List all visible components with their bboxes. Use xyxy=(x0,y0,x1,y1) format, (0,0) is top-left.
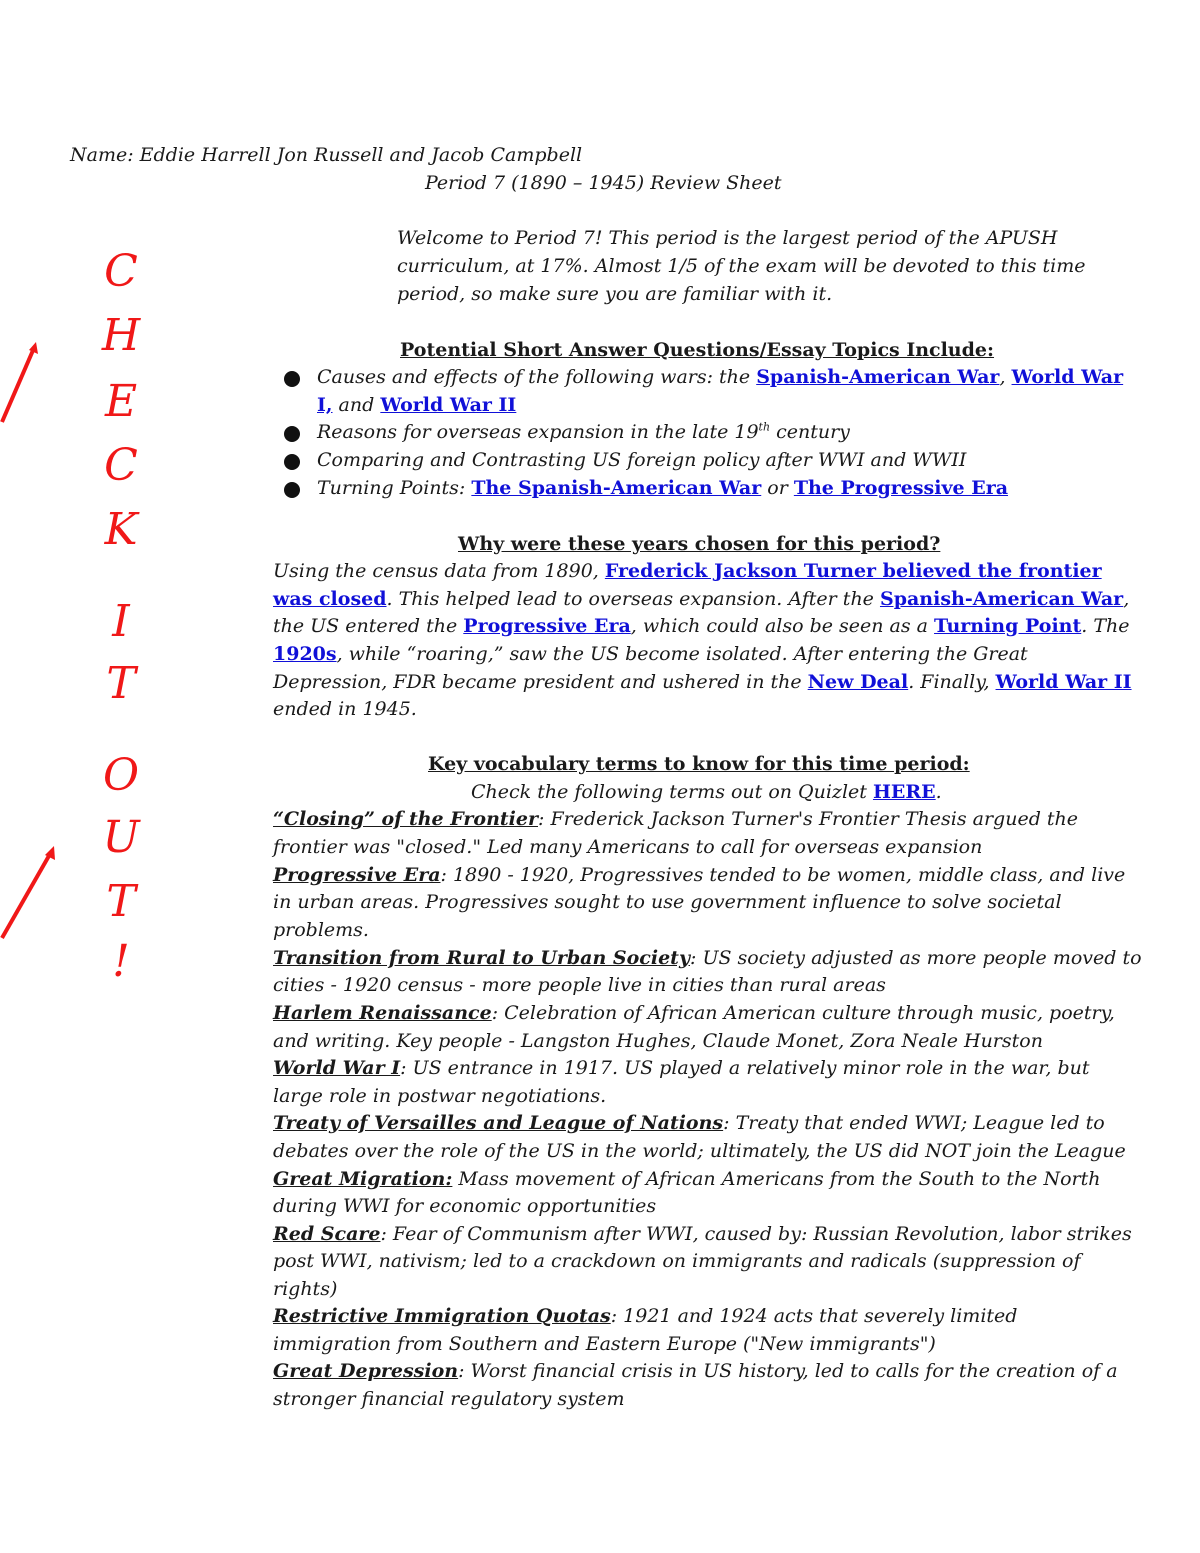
vocab-definition: post WWI, nativism; led to a crackdown on immigrants and radicals (suppression of xyxy=(273,1250,1081,1272)
vocab-entry xyxy=(273,806,1078,834)
vocab-term: Great Depression xyxy=(273,1360,459,1382)
vocab-definition: : 1921 and 1924 acts that severely limited xyxy=(610,1305,1018,1327)
sidebar-letter: C xyxy=(104,440,138,491)
intro-line: period, so make sure you are familiar with it. xyxy=(397,283,833,305)
vocab-definition: rights) xyxy=(273,1278,338,1300)
vocab-definition: stronger financial regulatory system xyxy=(273,1388,625,1410)
why-line: ended in 1945. xyxy=(273,698,417,720)
intro-line: curriculum, at 17%. Almost 1/5 of the exam will be devoted to this time xyxy=(397,255,1086,277)
why-line xyxy=(273,641,1028,669)
bullet-icon xyxy=(284,454,300,470)
why-heading: Why were these years chosen for this period? xyxy=(458,533,941,555)
vocab-definition: immigration from Southern and Eastern Europe ("New immigrants") xyxy=(273,1333,936,1355)
vocab-term: Transition from Rural to Urban Society xyxy=(273,947,690,969)
topic-text: Turning Points: xyxy=(317,477,472,499)
vocab-definition: and writing. Key people - Langston Hughes, Claude Monet, Zora Neale Hurston xyxy=(273,1030,1043,1052)
vocab-definition: : US society adjusted as more people moved to xyxy=(690,947,1142,969)
quizlet-here-link[interactable]: HERE xyxy=(872,781,936,803)
vocab-term: Harlem Renaissance xyxy=(273,1002,492,1024)
topic-text: Causes and effects of the following wars: the xyxy=(317,366,757,388)
vocab-term: “Closing” of the Frontier xyxy=(273,808,538,830)
vocab-entry xyxy=(273,1358,1118,1386)
vocab-entry xyxy=(273,945,1142,973)
world-war-i-link-cont[interactable]: I, xyxy=(317,394,333,416)
quizlet-line xyxy=(471,779,942,807)
topic-text: Reasons for overseas expansion in the late 19 xyxy=(317,421,759,443)
vocab-term: Great Migration: xyxy=(273,1168,453,1190)
turner-frontier-link-cont[interactable]: was closed xyxy=(273,588,387,610)
vocab-entry xyxy=(273,1221,1132,1249)
vocab-term: Restrictive Immigration Quotas xyxy=(273,1305,611,1327)
vocab-definition: : Frederick Jackson Turner's Frontier Thesis argued the xyxy=(538,808,1079,830)
vocab-entry xyxy=(273,1000,1115,1028)
sidebar-letter: C xyxy=(104,246,138,297)
vocab-definition: cities - 1920 census - more people live in cities than rural areas xyxy=(273,974,886,996)
vocab-definition: Mass movement of African Americans from the South to the North xyxy=(452,1168,1101,1190)
vocab-entry xyxy=(273,1110,1105,1138)
topic-text: and xyxy=(332,394,381,416)
1920s-link[interactable]: 1920s xyxy=(273,643,337,665)
new-deal-link[interactable]: New Deal xyxy=(807,671,909,693)
vocab-term: Red Scare xyxy=(273,1223,381,1245)
sidebar-letter: ! xyxy=(112,936,130,987)
vocab-term: Treaty of Versailles and League of Nations xyxy=(273,1112,724,1134)
sidebar-letter: T xyxy=(106,876,136,927)
vocab-definition: frontier was "closed." Led many Americans to call for overseas expansion xyxy=(273,836,983,858)
vocab-definition: : Worst financial crisis in US history, led to calls for the creation of a xyxy=(458,1360,1118,1382)
why-text: , xyxy=(1123,588,1130,610)
vocab-definition: problems. xyxy=(273,919,369,941)
sidebar-letter: H xyxy=(101,310,141,361)
bullet-icon xyxy=(284,426,300,442)
spanish-american-war-link[interactable]: Spanish-American War xyxy=(879,588,1124,610)
sidebar-letter: U xyxy=(102,812,140,863)
spanish-american-war-turning-point-link[interactable]: The Spanish-American War xyxy=(471,477,762,499)
turning-point-link[interactable]: Turning Point xyxy=(934,615,1082,637)
sheet-title: Period 7 (1890 – 1945) Review Sheet xyxy=(425,172,782,194)
topic-text: or xyxy=(761,477,794,499)
why-line xyxy=(273,558,1102,586)
progressive-era-link[interactable]: Progressive Era xyxy=(463,615,631,637)
topic-item xyxy=(317,475,1008,503)
sidebar-letter: K xyxy=(104,504,138,555)
vocab-definition: debates over the role of the US in the world; ultimately, the US did NOT join the League xyxy=(273,1140,1126,1162)
sidebar-letter: O xyxy=(102,750,140,801)
world-war-ii-link[interactable]: World War II xyxy=(995,671,1132,693)
vocab-definition: during WWI for economic opportunities xyxy=(273,1195,657,1217)
turner-frontier-link[interactable]: Frederick Jackson Turner believed the frontier xyxy=(604,560,1102,582)
why-text: . Finally, xyxy=(908,671,996,693)
why-text: , which could also be seen as a xyxy=(630,615,935,637)
topics-heading: Potential Short Answer Questions/Essay Topics Include: xyxy=(400,339,995,361)
vocab-entry xyxy=(273,1166,1101,1194)
sidebar-letter: T xyxy=(106,658,136,709)
progressive-era-turning-point-link[interactable]: The Progressive Era xyxy=(793,477,1009,499)
intro-line: Welcome to Period 7! This period is the largest period of the APUSH xyxy=(397,227,1058,249)
topic-item xyxy=(317,364,1123,392)
why-text: Depression, FDR became president and ushered in the xyxy=(273,671,808,693)
vocab-heading: Key vocabulary terms to know for this time period: xyxy=(428,753,970,775)
student-names: Name: Eddie Harrell Jon Russell and Jacob Campbell xyxy=(70,144,583,166)
bullet-icon xyxy=(284,482,300,498)
red-arrow-icon xyxy=(0,330,50,430)
superscript: th xyxy=(758,420,771,434)
world-war-ii-link[interactable]: World War II xyxy=(380,394,517,416)
topic-item: Comparing and Contrasting US foreign policy after WWI and WWII xyxy=(317,449,967,471)
vocab-definition: large role in postwar negotiations. xyxy=(273,1085,607,1107)
bullet-icon xyxy=(284,371,300,387)
vocab-definition: : Fear of Communism after WWI, caused by: Russian Revolution, labor strikes xyxy=(380,1223,1132,1245)
why-text: . This helped lead to overseas expansion. After the xyxy=(386,588,880,610)
vocab-entry xyxy=(273,1303,1017,1331)
quizlet-text: Check the following terms out on Quizlet xyxy=(471,781,873,803)
topic-item xyxy=(317,419,850,447)
world-war-i-link[interactable]: World War xyxy=(1011,366,1124,388)
why-line xyxy=(273,613,1130,641)
quizlet-text: . xyxy=(935,781,942,803)
why-text: . The xyxy=(1081,615,1130,637)
why-line xyxy=(273,669,1132,697)
spanish-american-war-link[interactable]: Spanish-American War xyxy=(756,366,1000,388)
sidebar-letter: E xyxy=(104,376,138,427)
vocab-definition: : Treaty that ended WWI; League led to xyxy=(723,1112,1105,1134)
red-arrow-icon xyxy=(0,840,60,950)
vocab-entry xyxy=(273,1055,1090,1083)
vocab-entry xyxy=(273,862,1125,890)
topic-text: , xyxy=(999,366,1012,388)
why-line xyxy=(273,586,1129,614)
sidebar-letter: I xyxy=(112,596,130,647)
why-text: Using the census data from 1890, xyxy=(273,560,605,582)
vocab-term: World War I xyxy=(273,1057,401,1079)
vocab-term: Progressive Era xyxy=(273,864,441,886)
why-text: , while “roaring,” saw the US become isolated. After entering the Great xyxy=(336,643,1028,665)
vocab-definition: in urban areas. Progressives sought to use government influence to solve societal xyxy=(273,891,1062,913)
topic-item-cont xyxy=(317,392,516,420)
vocab-definition: : 1890 - 1920, Progressives tended to be women, middle class, and live xyxy=(440,864,1126,886)
vocab-definition: : US entrance in 1917. US played a relatively minor role in the war, but xyxy=(400,1057,1090,1079)
vocab-definition: : Celebration of African American culture through music, poetry, xyxy=(491,1002,1115,1024)
why-text: the US entered the xyxy=(273,615,464,637)
topic-text: century xyxy=(770,421,850,443)
